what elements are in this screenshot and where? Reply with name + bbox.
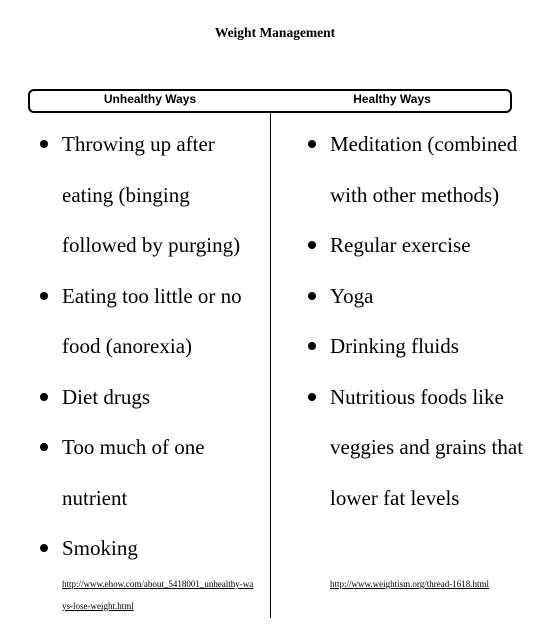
list-item-text: Diet drugs — [62, 384, 151, 409]
healthy-source-link[interactable]: http://www.weightism.org/thread-1618.html — [330, 579, 489, 589]
list-item — [296, 119, 536, 220]
page-title: Weight Management — [214, 25, 336, 40]
list-item — [28, 119, 268, 271]
bullet-icon — [40, 443, 48, 451]
list-item — [28, 523, 268, 574]
bullet-icon — [308, 241, 316, 249]
list-item-text: Yoga — [330, 283, 374, 308]
list-item-text: Too much of one nutrient — [62, 435, 205, 510]
bullet-icon — [40, 393, 48, 401]
list-item — [296, 271, 536, 322]
list-item-text: Regular exercise — [330, 233, 471, 257]
list-item-text: Meditation (combined with other methods) — [330, 132, 518, 207]
bullet-icon — [40, 292, 48, 300]
list-item-text: Nutritious foods like veggies and grains that lower fat levels — [330, 384, 524, 510]
list-item-text: Throwing up after eating (binging followed by purging) — [62, 132, 241, 257]
unhealthy-ways-column — [28, 119, 268, 574]
list-item — [28, 372, 268, 423]
list-item — [28, 271, 268, 372]
list-item — [28, 422, 268, 523]
list-item — [296, 220, 536, 271]
healthy-ways-list — [296, 119, 536, 523]
column-divider — [270, 113, 271, 618]
bullet-icon — [308, 140, 316, 148]
unhealthy-source-link[interactable]: http://www.ehow.com/about_5418001_unhealthy-ways-lose-weight.html — [62, 579, 254, 611]
list-item-text: Eating too little or no food (anorexia) — [62, 283, 242, 358]
bullet-icon — [40, 544, 48, 552]
bullet-icon — [308, 292, 316, 300]
list-item-text: Drinking fluids — [330, 334, 459, 358]
bullet-icon — [308, 342, 316, 350]
bullet-icon — [308, 393, 316, 401]
healthy-ways-column — [296, 119, 536, 523]
unhealthy-ways-list — [28, 119, 268, 574]
healthy-ways-header: Healthy Ways — [353, 92, 431, 106]
bullet-icon — [40, 140, 48, 148]
list-item-text: Smoking — [62, 536, 138, 560]
list-item — [296, 372, 536, 524]
list-item — [296, 321, 536, 372]
unhealthy-ways-header: Unhealthy Ways — [103, 92, 197, 106]
